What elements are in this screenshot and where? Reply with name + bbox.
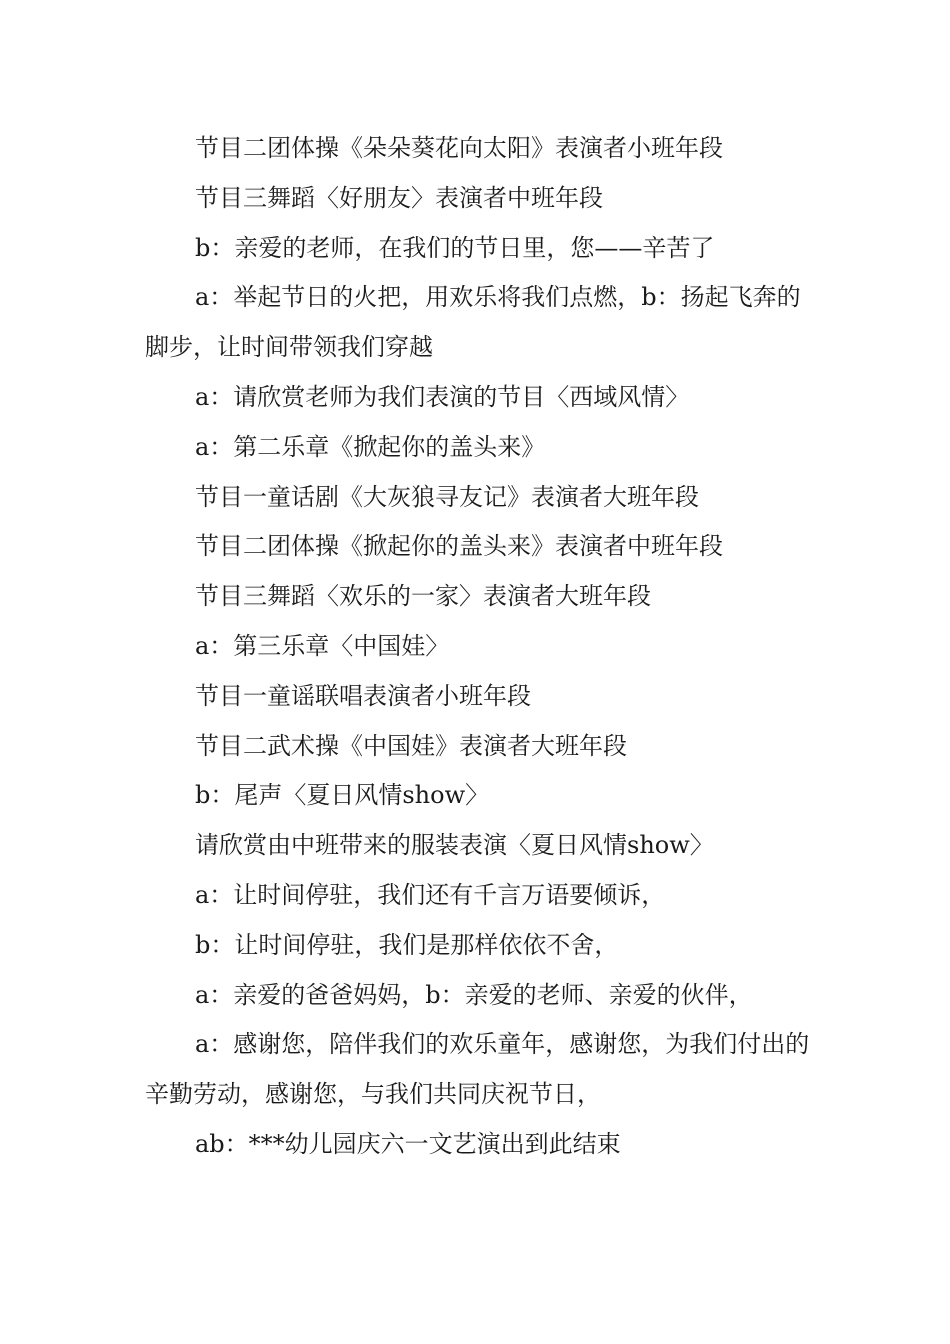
paragraph: b：亲爱的老师，在我们的节日里，您——辛苦了 xyxy=(195,233,715,262)
paragraph: a：感谢您，陪伴我们的欢乐童年，感谢您，为我们付出的辛勤劳动，感谢您，与我们共同庆祝节日， xyxy=(145,1030,810,1109)
paragraph: a：第二乐章《掀起你的盖头来》 xyxy=(195,432,546,461)
paragraph: 节目一童话剧《大灰狼寻友记》表演者大班年段 xyxy=(195,482,699,511)
paragraph: ab：***幼儿园庆六一文艺演出到此结束 xyxy=(195,1129,621,1158)
paragraph: a：亲爱的爸爸妈妈，b：亲爱的老师、亲爱的伙伴， xyxy=(195,980,753,1009)
paragraph: 节目二团体操《掀起你的盖头来》表演者中班年段 xyxy=(195,532,723,561)
paragraph: a：让时间停驻，我们还有千言万语要倾诉， xyxy=(195,880,666,909)
paragraph: a：请欣赏老师为我们表演的节目〈西域风情〉 xyxy=(195,382,690,411)
document-body xyxy=(145,124,810,1170)
paragraph: 节目三舞蹈〈欢乐的一家〉表演者大班年段 xyxy=(195,582,651,611)
paragraph: b：让时间停驻，我们是那样依依不舍， xyxy=(195,930,619,959)
paragraph: 节目二武术操《中国娃》表演者大班年段 xyxy=(195,731,627,760)
paragraph: 请欣赏由中班带来的服装表演〈夏日风情show〉 xyxy=(195,831,714,860)
paragraph: 节目三舞蹈〈好朋友〉表演者中班年段 xyxy=(195,183,603,212)
paragraph: b：尾声〈夏日风情show〉 xyxy=(195,781,490,810)
paragraph: a：举起节日的火把，用欢乐将我们点燃，b：扬起飞奔的脚步，让时间带领我们穿越 xyxy=(145,283,801,362)
paragraph: 节目二团体操《朵朵葵花向太阳》表演者小班年段 xyxy=(195,134,723,162)
paragraph: a：第三乐章〈中国娃〉 xyxy=(195,631,450,660)
paragraph: 节目一童谣联唱表演者小班年段 xyxy=(195,681,531,710)
